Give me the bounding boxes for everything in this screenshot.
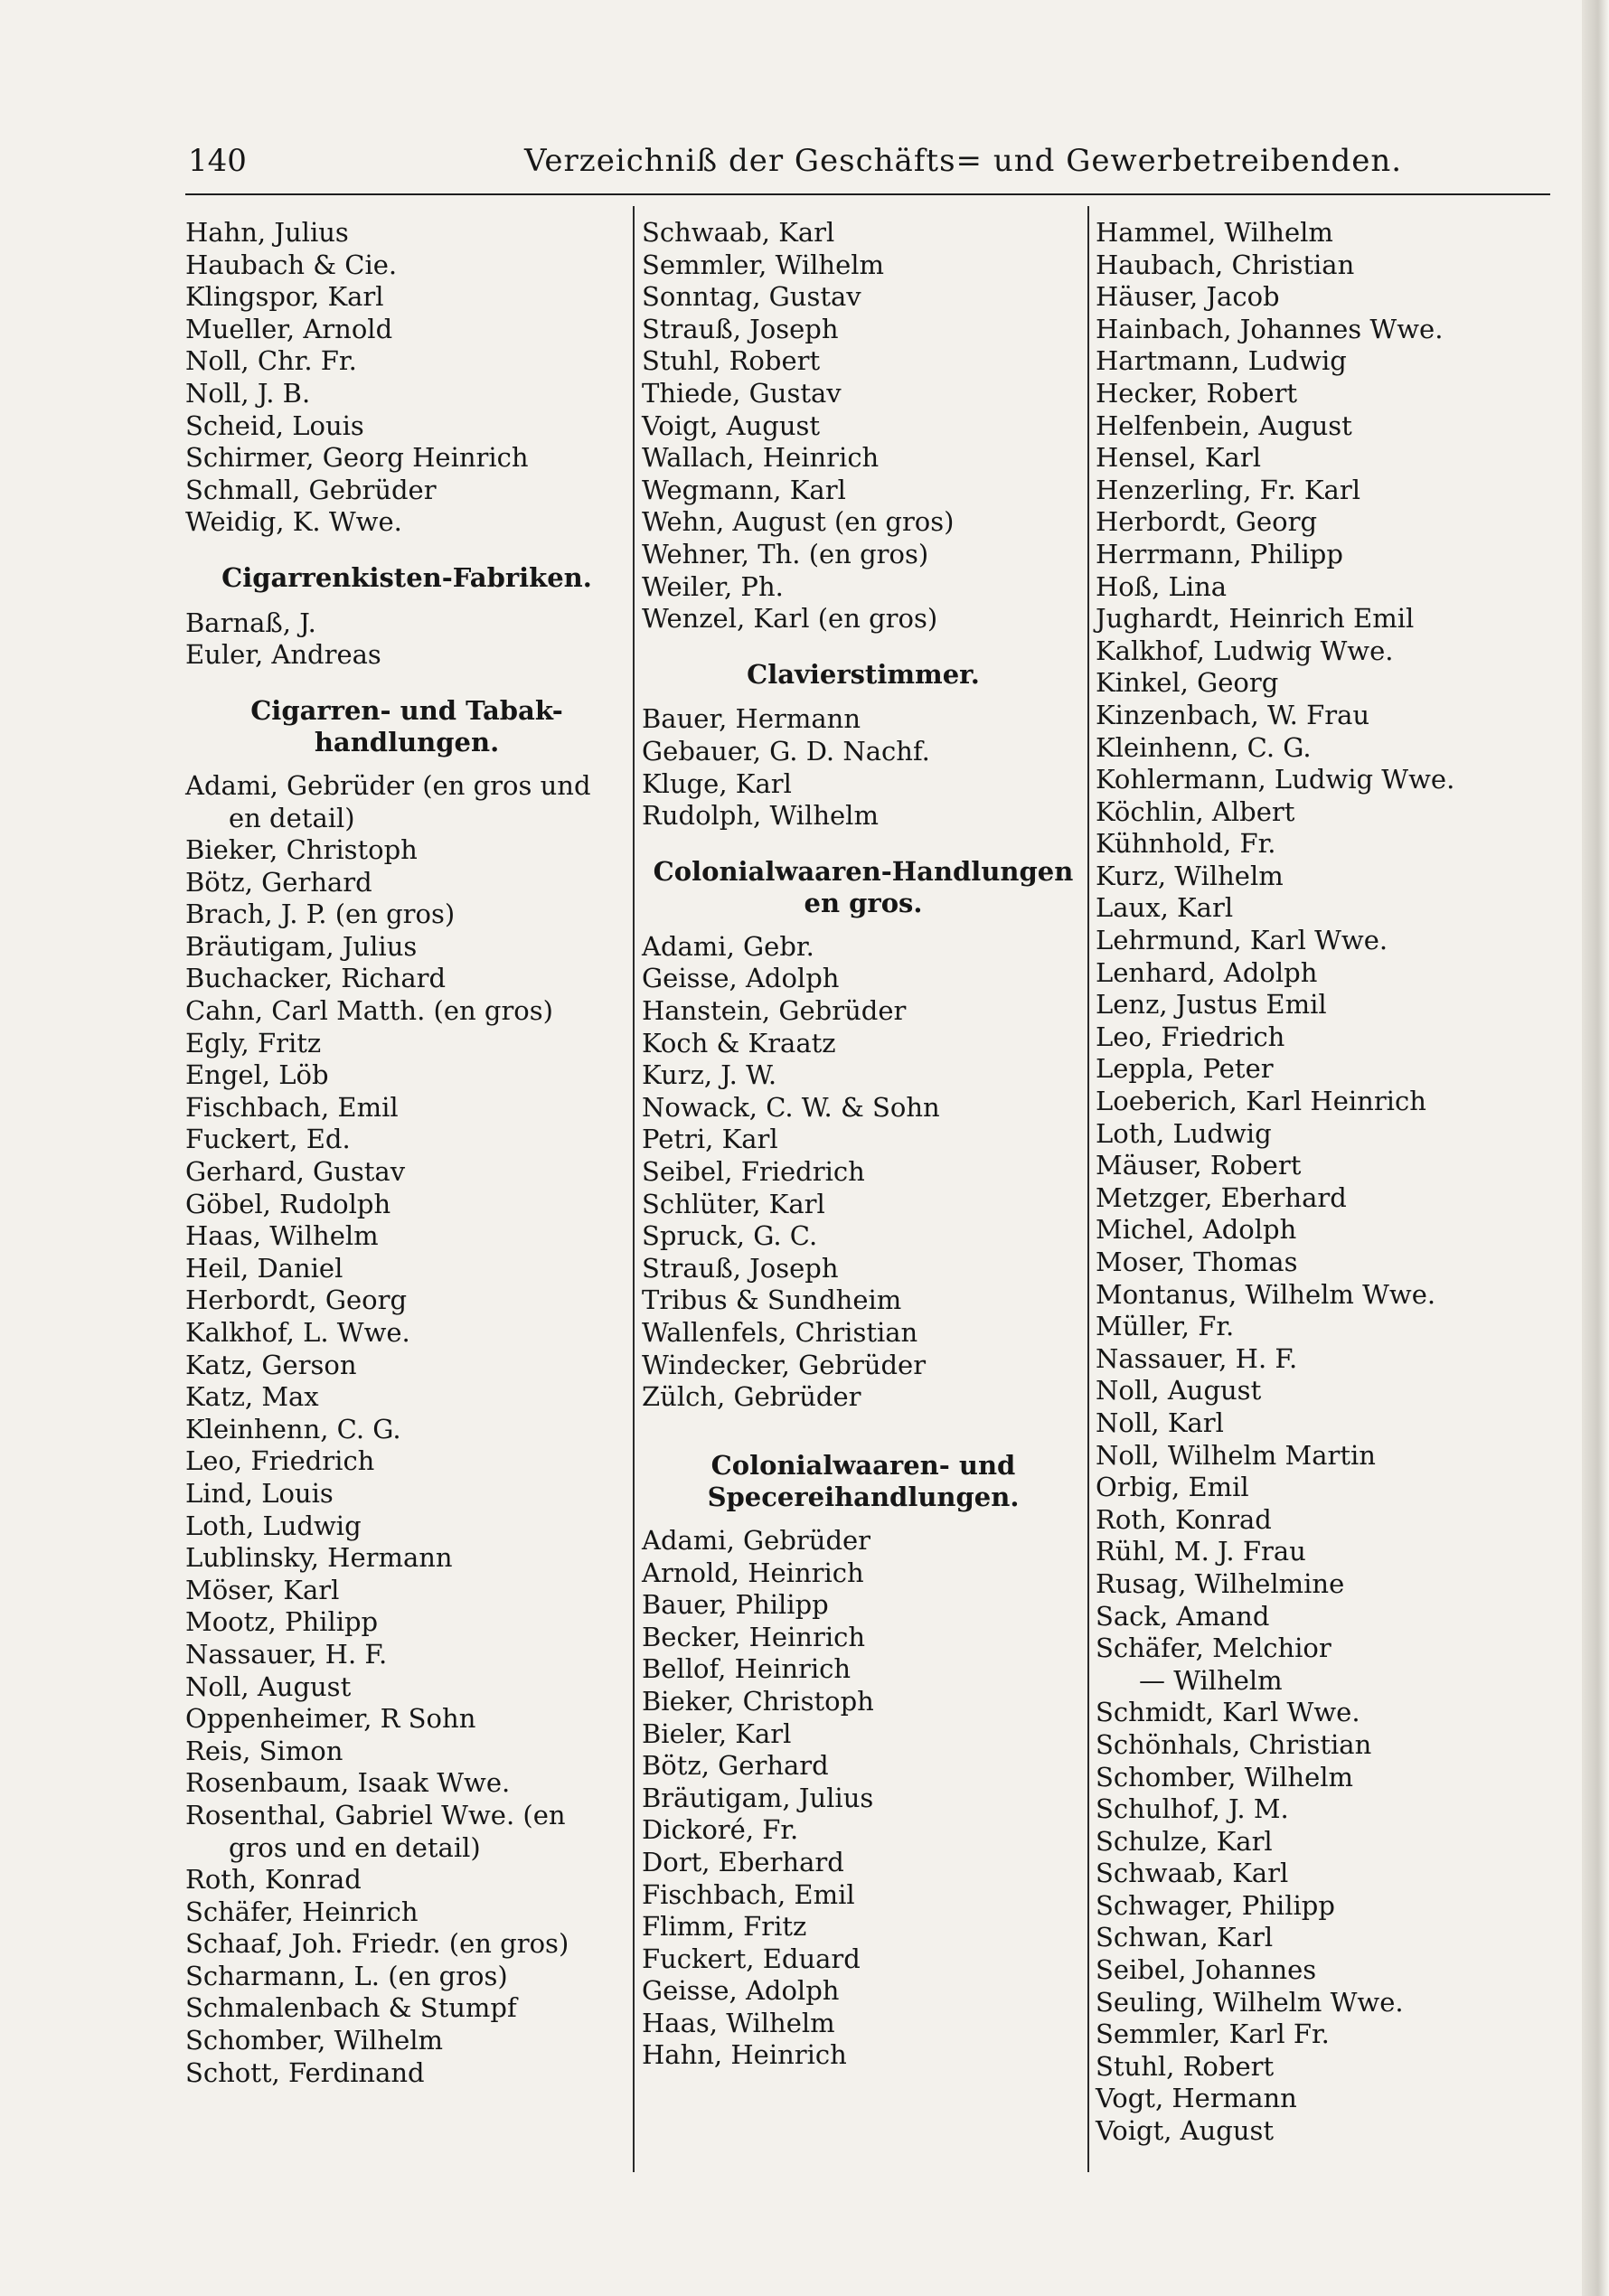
column-3 (1096, 217, 1548, 2148)
directory-entry: Fuckert, Ed. (185, 1124, 351, 1155)
directory-entry: Katz, Max (185, 1381, 319, 1413)
directory-entry: Lehrmund, Karl Wwe. (1096, 925, 1388, 956)
directory-entry: Fuckert, Eduard (642, 1943, 861, 1974)
directory-entry: Haas, Wilhelm (642, 2007, 835, 2038)
directory-entry: Noll, Wilhelm Martin (1096, 1439, 1376, 1471)
directory-entry: Brach, J. P. (en gros) (185, 899, 456, 930)
directory-entry: Spruck, G. C. (642, 1220, 818, 1252)
directory-entry: Strauß, Joseph (642, 1252, 839, 1284)
section-heading: en gros. (804, 888, 923, 919)
directory-entry: Bräutigam, Julius (185, 930, 418, 962)
directory-entry: Nassauer, H. F. (185, 1638, 388, 1670)
directory-entry: Scharmann, L. (en gros) (185, 1960, 508, 1991)
directory-entry: Kinkel, Georg (1096, 667, 1279, 699)
column-2 (642, 217, 1085, 2072)
directory-entry: Weiler, Ph. (642, 570, 784, 602)
column-divider-2 (1087, 206, 1089, 2172)
directory-entry: Noll, August (185, 1670, 352, 1702)
directory-entry: Hahn, Julius (185, 217, 349, 248)
directory-entry: Kohlermann, Ludwig Wwe. (1096, 764, 1455, 795)
directory-entry: Schönhals, Christian (1096, 1728, 1372, 1760)
directory-entry: Haas, Wilhelm (185, 1220, 379, 1252)
directory-entry: Kluge, Karl (642, 767, 792, 799)
directory-entry: Scheid, Louis (185, 409, 364, 441)
directory-entry: gros und en detail) (229, 1831, 481, 1863)
directory-entry: Schlüter, Karl (642, 1188, 825, 1219)
directory-entry: Petri, Karl (642, 1124, 778, 1155)
directory-entry: Bieler, Karl (642, 1717, 792, 1749)
directory-entry: Müller, Fr. (1096, 1311, 1235, 1342)
directory-entry: Schulhof, J. M. (1096, 1793, 1289, 1825)
directory-entry: Schäfer, Heinrich (185, 1896, 419, 1927)
directory-entry: Schomber, Wilhelm (185, 2025, 444, 2056)
directory-entry: Hammel, Wilhelm (1096, 217, 1333, 248)
directory-entry: Koch & Kraatz (642, 1027, 836, 1059)
section-heading: Colonialwaaren- und (710, 1449, 1016, 1481)
directory-entry: Orbig, Emil (1096, 1472, 1249, 1503)
section-heading: Cigarrenkisten-Fabriken. (221, 561, 592, 593)
directory-entry: Schwan, Karl (1096, 1922, 1274, 1953)
directory-entry: Roth, Konrad (185, 1864, 362, 1896)
directory-entry: Kurz, J. W. (642, 1059, 777, 1091)
directory-entry: Herbordt, Georg (1096, 506, 1318, 538)
directory-entry: Engel, Löb (185, 1059, 329, 1091)
directory-entry: Göbel, Rudolph (185, 1188, 391, 1219)
directory-entry: Michel, Adolph (1096, 1214, 1297, 1246)
directory-entry: Wenzel, Karl (en gros) (642, 603, 938, 635)
directory-entry: Oppenheimer, R Sohn (185, 1703, 476, 1735)
directory-entry: Bötz, Gerhard (185, 866, 372, 898)
directory-entry: Semmler, Karl Fr. (1096, 2018, 1330, 2050)
directory-entry: Becker, Heinrich (642, 1621, 866, 1652)
directory-entry: Metzger, Eberhard (1096, 1181, 1347, 1213)
directory-entry: Lenz, Justus Emil (1096, 989, 1327, 1021)
directory-entry: Weidig, K. Wwe. (185, 506, 402, 538)
directory-entry: Mäuser, Robert (1096, 1150, 1302, 1181)
directory-entry: Schwaab, Karl (1096, 1858, 1289, 1889)
directory-entry: Rühl, M. J. Frau (1096, 1536, 1306, 1567)
directory-entry: Bauer, Hermann (642, 703, 861, 735)
page-title: Verzeichniß der Geschäfts= und Gewerbetreibenden. (524, 143, 1403, 179)
entry-list (185, 217, 628, 539)
directory-entry: Schomber, Wilhelm (1096, 1761, 1354, 1793)
directory-entry: Schirmer, Georg Heinrich (185, 442, 529, 474)
directory-entry: Voigt, August (642, 409, 821, 441)
entry-list (1096, 217, 1548, 1665)
directory-entry: — Wilhelm (1139, 1664, 1283, 1696)
directory-entry: Cahn, Carl Matth. (en gros) (185, 995, 553, 1027)
directory-entry: Köchlin, Albert (1096, 795, 1295, 827)
directory-entry: Hainbach, Johannes Wwe. (1096, 313, 1444, 344)
directory-entry: Seibel, Friedrich (642, 1156, 865, 1188)
directory-entry: Noll, Karl (1096, 1407, 1224, 1438)
directory-entry: Klingspor, Karl (185, 281, 384, 313)
directory-entry: Rosenthal, Gabriel Wwe. (en (185, 1799, 566, 1830)
directory-entry: Sack, Amand (1096, 1600, 1270, 1632)
directory-entry: Schäfer, Melchior (1096, 1633, 1331, 1664)
directory-entry: Loeberich, Karl Heinrich (1096, 1086, 1426, 1117)
directory-entry: Vogt, Hermann (1096, 2083, 1297, 2114)
directory-entry: Hahn, Heinrich (642, 2039, 847, 2071)
directory-entry: Schott, Ferdinand (185, 2056, 425, 2088)
directory-entry: Schmall, Gebrüder (185, 474, 437, 505)
directory-entry: Wehner, Th. (en gros) (642, 538, 929, 569)
directory-entry: Gebauer, G. D. Nachf. (642, 735, 930, 767)
directory-entry: Laux, Karl (1096, 892, 1234, 924)
section-heading: Specereihandlungen. (707, 1482, 1020, 1513)
directory-entry: Nassauer, H. F. (1096, 1342, 1298, 1374)
directory-entry: Buchacker, Richard (185, 963, 447, 994)
directory-entry: Kleinhenn, C. G. (185, 1413, 401, 1444)
directory-entry: Noll, Chr. Fr. (185, 345, 357, 377)
directory-entry: Wegmann, Karl (642, 474, 846, 505)
directory-entry: Herrmann, Philipp (1096, 538, 1343, 569)
directory-entry: Roth, Konrad (1096, 1503, 1272, 1535)
directory-entry: Heil, Daniel (185, 1252, 343, 1284)
directory-entry: Dort, Eberhard (642, 1846, 844, 1877)
directory-entry: Montanus, Wilhelm Wwe. (1096, 1278, 1436, 1310)
directory-entry: en detail) (229, 802, 355, 833)
directory-entry: Bötz, Gerhard (642, 1750, 829, 1782)
directory-entry: Katz, Gerson (185, 1349, 357, 1380)
directory-entry: Moser, Thomas (1096, 1247, 1298, 1277)
directory-entry: Möser, Karl (185, 1574, 340, 1605)
directory-entry: Zülch, Gebrüder (642, 1381, 861, 1413)
directory-entry: Strauß, Joseph (642, 313, 839, 344)
directory-entry: Hensel, Karl (1096, 442, 1261, 474)
directory-entry: Reis, Simon (185, 1735, 343, 1766)
directory-entry: Kinzenbach, W. Frau (1096, 699, 1370, 730)
entry-list (642, 1525, 1085, 2072)
directory-entry: Fischbach, Emil (642, 1878, 855, 1910)
directory-entry: Bräutigam, Julius (642, 1782, 874, 1813)
directory-entry: Wallenfels, Christian (642, 1317, 918, 1348)
directory-entry: Tribus & Sundheim (642, 1284, 902, 1316)
directory-entry: Kalkhof, Ludwig Wwe. (1096, 635, 1394, 666)
directory-entry: Schwager, Philipp (1096, 1889, 1335, 1921)
entry-list (185, 834, 628, 1800)
directory-entry: Lind, Louis (185, 1477, 334, 1509)
directory-entry: Leo, Friedrich (185, 1445, 375, 1477)
directory-entry: Hartmann, Ludwig (1096, 345, 1347, 377)
directory-entry: Mueller, Arnold (185, 313, 393, 344)
directory-entry: Hanstein, Gebrüder (642, 995, 907, 1027)
directory-entry: Stuhl, Robert (1096, 2050, 1275, 2082)
column-1 (185, 217, 628, 2089)
directory-entry: Loth, Ludwig (185, 1510, 362, 1541)
directory-entry: Bauer, Philipp (642, 1589, 829, 1621)
directory-entry: Bieker, Christoph (185, 834, 418, 866)
directory-entry: Semmler, Wilhelm (642, 249, 885, 280)
directory-entry: Leppla, Peter (1096, 1053, 1274, 1085)
directory-entry: Adami, Gebr. (642, 930, 814, 962)
directory-entry: Jughardt, Heinrich Emil (1096, 603, 1415, 635)
directory-entry: Thiede, Gustav (642, 377, 842, 409)
directory-entry: Kleinhenn, C. G. (1096, 731, 1312, 763)
directory-entry: Schmalenbach & Stumpf (185, 1992, 517, 2024)
directory-entry: Mootz, Philipp (185, 1606, 379, 1638)
directory-entry: Bellof, Heinrich (642, 1653, 852, 1685)
directory-entry: Hecker, Robert (1096, 377, 1298, 409)
directory-entry: Stuhl, Robert (642, 345, 821, 377)
directory-entry: Kurz, Wilhelm (1096, 860, 1284, 891)
directory-entry: Fischbach, Emil (185, 1091, 399, 1123)
column-divider-1 (633, 206, 635, 2172)
directory-entry: Loth, Ludwig (1096, 1117, 1272, 1149)
directory-entry: Schmidt, Karl Wwe. (1096, 1697, 1360, 1728)
directory-entry: Henzerling, Fr. Karl (1096, 474, 1360, 505)
directory-entry: Kühnhold, Fr. (1096, 828, 1276, 860)
section-heading: handlungen. (314, 727, 500, 758)
directory-entry: Haubach, Christian (1096, 249, 1355, 280)
directory-entry: Windecker, Gebrüder (642, 1349, 927, 1380)
header-rule (185, 193, 1550, 195)
directory-entry: Schwaab, Karl (642, 217, 835, 248)
directory-entry: Rusag, Wilhelmine (1096, 1567, 1345, 1599)
directory-entry: Helfenbein, August (1096, 409, 1352, 441)
section-heading: Clavierstimmer. (747, 658, 980, 690)
entry-list (642, 703, 1085, 832)
entry-list (642, 931, 1085, 1414)
directory-entry: Seuling, Wilhelm Wwe. (1096, 1986, 1404, 2018)
directory-entry: Noll, J. B. (185, 377, 311, 409)
directory-entry: Nowack, C. W. & Sohn (642, 1091, 940, 1123)
directory-entry: Kalkhof, L. Wwe. (185, 1317, 410, 1348)
directory-entry: Noll, August (1096, 1375, 1262, 1407)
directory-entry: Geisse, Adolph (642, 1975, 840, 2007)
directory-entry: Dickoré, Fr. (642, 1814, 799, 1846)
directory-entry: Rosenbaum, Isaak Wwe. (185, 1767, 511, 1799)
directory-entry: Barnaß, J. (185, 607, 316, 638)
directory-entry: Rudolph, Wilhelm (642, 800, 879, 832)
directory-entry: Haubach & Cie. (185, 249, 398, 280)
entry-list (185, 1864, 628, 2089)
directory-entry: Gerhard, Gustav (185, 1156, 406, 1188)
directory-entry: Lublinsky, Hermann (185, 1542, 453, 1574)
directory-entry: Wehn, August (en gros) (642, 506, 955, 538)
entry-list (642, 217, 1085, 635)
directory-entry: Adami, Gebrüder (en gros und (185, 769, 591, 801)
entry-list (1096, 1697, 1548, 2147)
directory-entry: Häuser, Jacob (1096, 281, 1280, 313)
directory-entry: Seibel, Johannes (1096, 1954, 1317, 1986)
directory-entry: Wallach, Heinrich (642, 442, 880, 474)
directory-entry: Leo, Friedrich (1096, 1021, 1285, 1052)
directory-entry: Schulze, Karl (1096, 1825, 1273, 1857)
directory-entry: Herbordt, Georg (185, 1284, 408, 1316)
directory-entry: Arnold, Heinrich (642, 1557, 864, 1588)
section-heading: Colonialwaaren-Handlungen (653, 855, 1074, 887)
section-heading: Cigarren- und Tabak- (250, 694, 563, 726)
directory-entry: Voigt, August (1096, 2115, 1275, 2147)
directory-entry: Geisse, Adolph (642, 963, 840, 994)
entry-list (185, 607, 628, 672)
directory-entry: Adami, Gebrüder (642, 1524, 871, 1556)
directory-entry: Lenhard, Adolph (1096, 956, 1318, 988)
directory-entry: Hoß, Lina (1096, 570, 1228, 602)
directory-entry: Euler, Andreas (185, 639, 381, 671)
page-number: 140 (188, 143, 247, 179)
directory-entry: Flimm, Fritz (642, 1911, 807, 1943)
directory-entry: Bieker, Christoph (642, 1685, 874, 1717)
directory-entry: Schaaf, Joh. Friedr. (en gros) (185, 1928, 569, 1960)
directory-entry: Egly, Fritz (185, 1027, 322, 1059)
page-edge (1582, 0, 1609, 2296)
directory-entry: Sonntag, Gustav (642, 281, 861, 313)
